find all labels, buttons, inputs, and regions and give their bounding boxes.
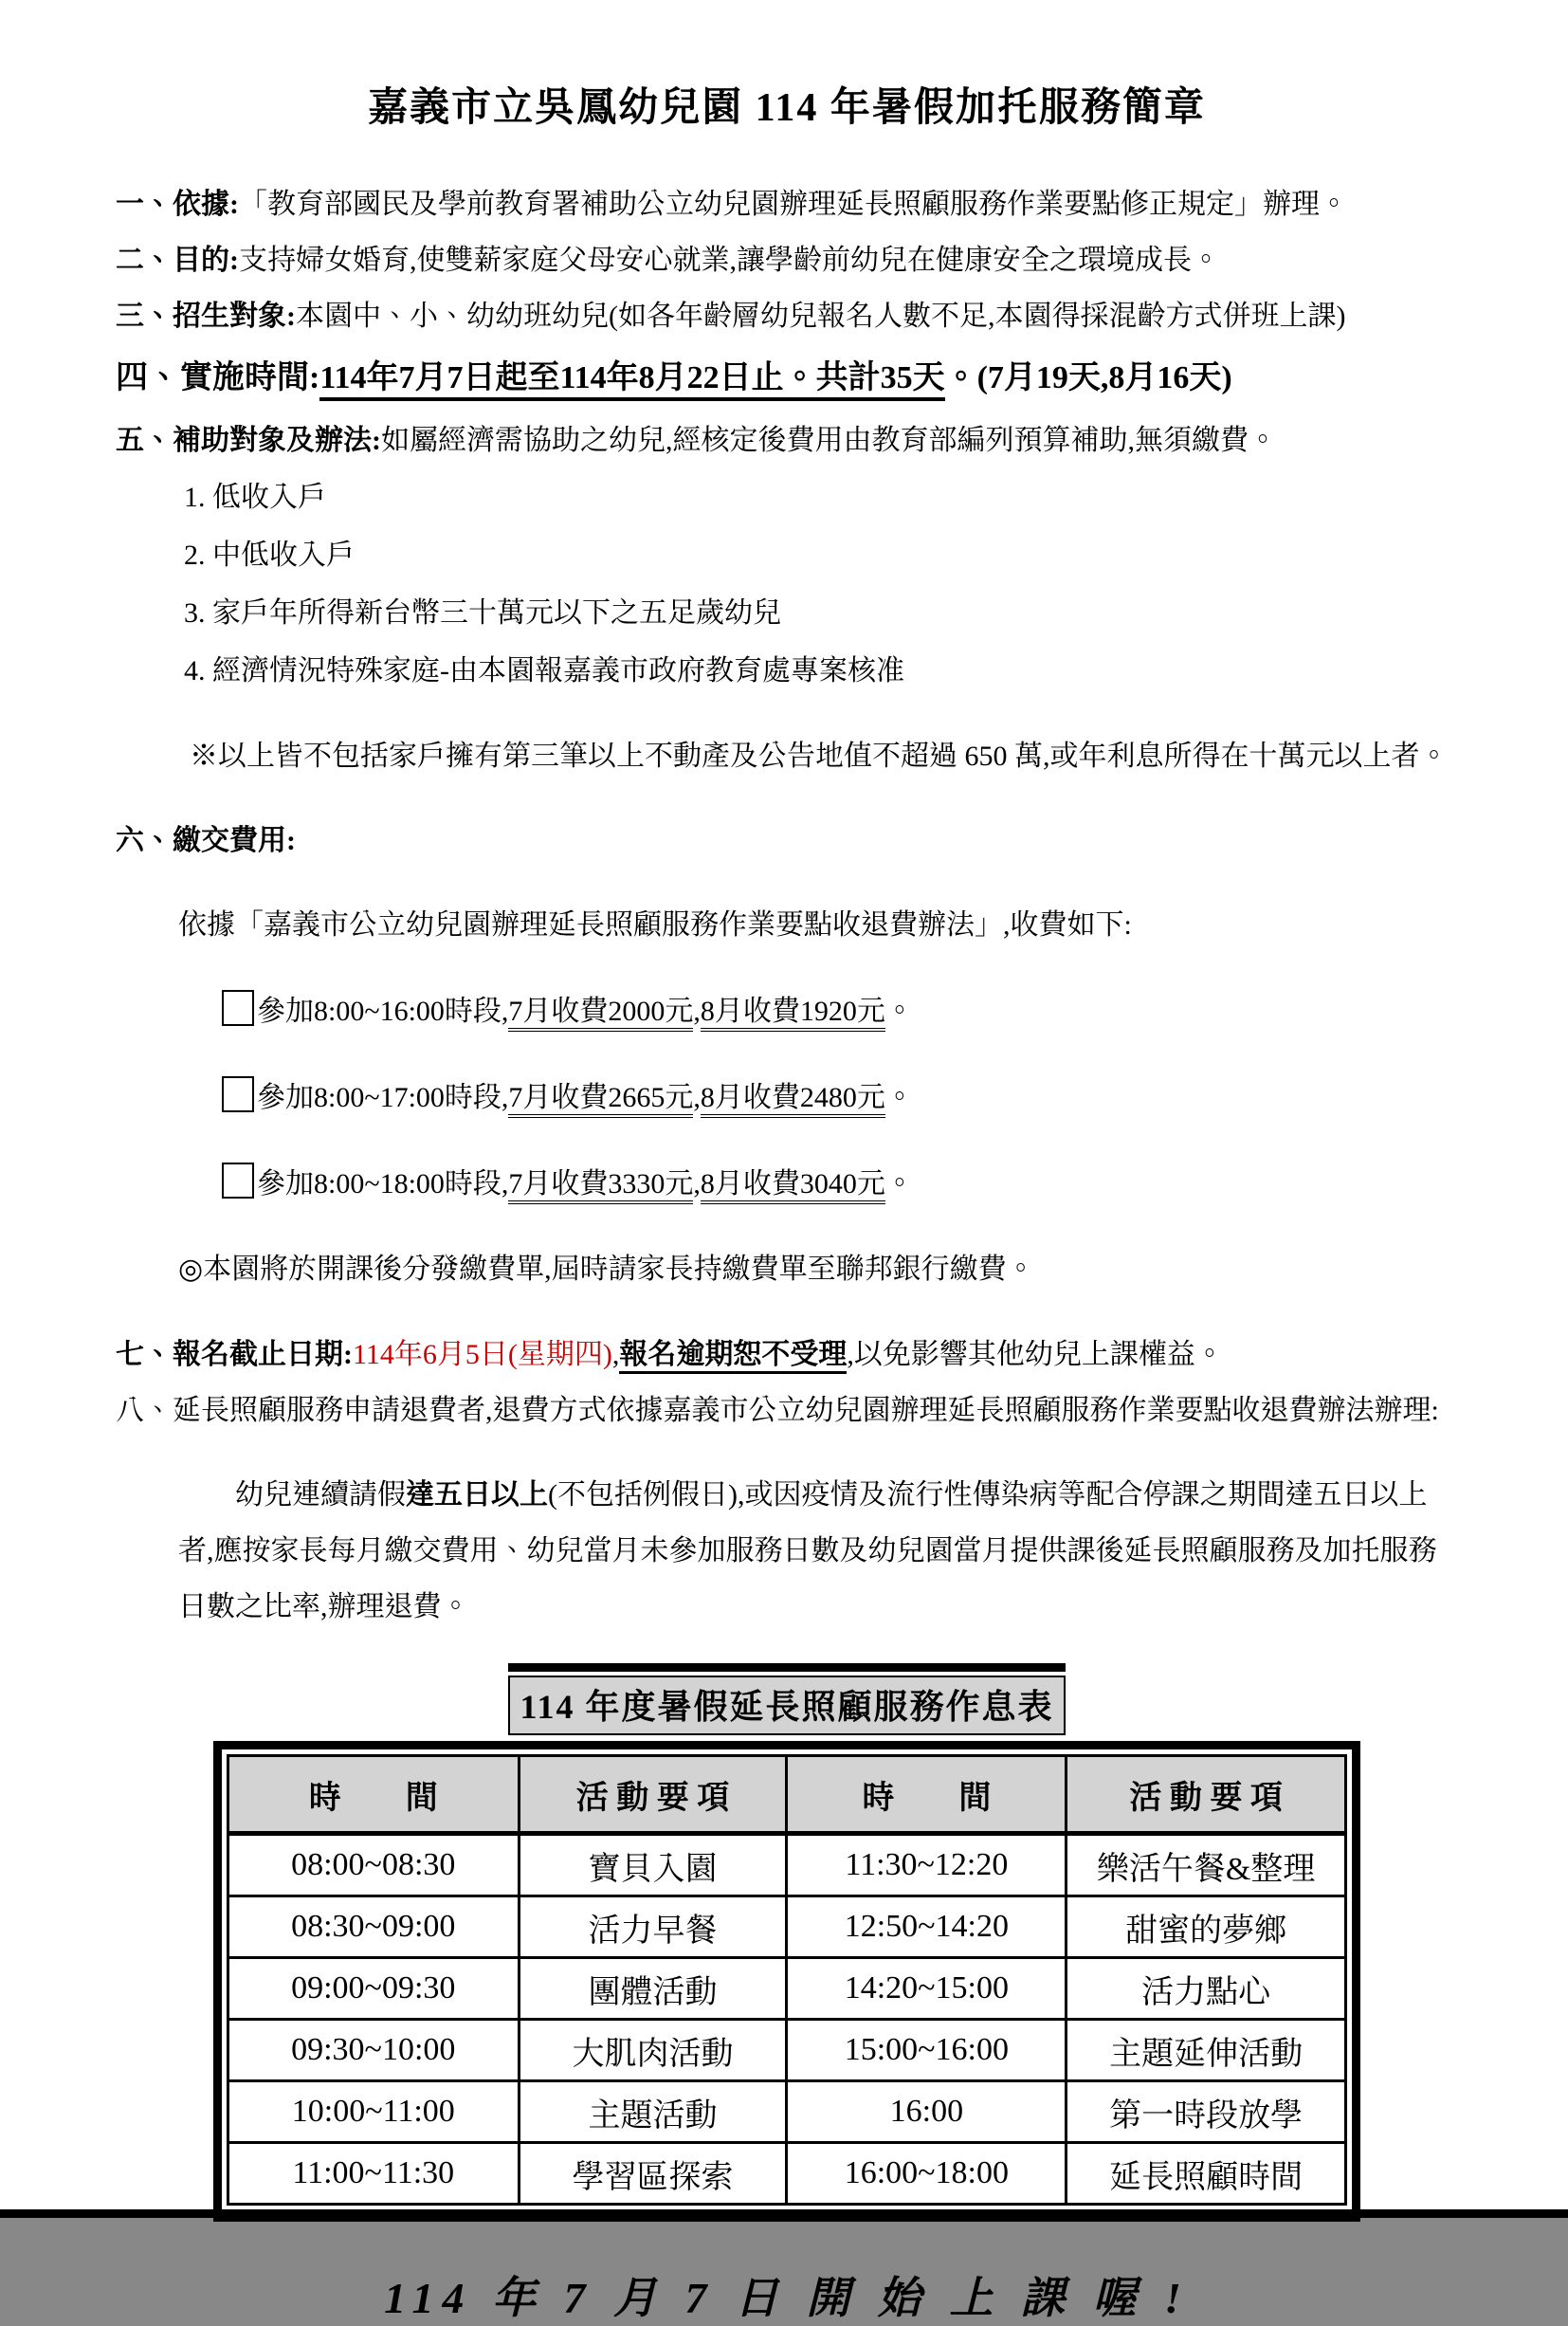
fee-sep: , xyxy=(693,1168,701,1200)
fee-option-2 xyxy=(222,1069,1458,1126)
section-text: 本園中、小、幼幼班幼兒(如各年齡層幼兒報名人數不足,本園得採混齡方式併班上課) xyxy=(296,301,1346,332)
activity-cell: 大肌肉活動 xyxy=(519,2020,787,2081)
section-text: 如屬經濟需協助之幼兒,經核定後費用由教育部編列預算補助,無須繳費。 xyxy=(381,425,1277,456)
time-cell: 09:00~09:30 xyxy=(228,1958,520,2020)
activity-cell: 甜蜜的夢鄉 xyxy=(1067,1896,1346,1958)
activity-cell: 團體活動 xyxy=(519,1958,787,2020)
fee-august: 8月收費1920元 xyxy=(701,996,885,1032)
fee-july: 7月收費2000元 xyxy=(508,996,693,1032)
time-cell: 12:50~14:20 xyxy=(787,1896,1067,1958)
section-period xyxy=(116,344,1458,412)
fee-option-1 xyxy=(222,982,1458,1040)
section-heading: 招生對象: xyxy=(173,301,296,332)
section-refund xyxy=(116,1383,1458,1438)
fee-end: 。 xyxy=(884,1168,914,1200)
time-cell: 16:00~18:00 xyxy=(787,2143,1067,2205)
section-subsidy xyxy=(116,412,1458,468)
schedule-table xyxy=(227,1754,1347,2206)
header-time-1: 時 間 xyxy=(228,1756,520,1834)
refund-rest: (不包括例假日),或因疫情及流行性傳染病等配合停課之期間達五日以上者,應按家長每月繳交費用、幼兒當月未參加服務日數及幼兒園當月提供課後延長照顧服務及加托服務日數之比率,辦理退費。 xyxy=(178,1479,1437,1622)
section-number: 三、 xyxy=(116,301,173,332)
fee-july: 7月收費3330元 xyxy=(508,1168,693,1204)
checkbox-icon xyxy=(222,990,254,1026)
period-dates-underlined: 114年7月7日起至114年8月22日止。共計35天 xyxy=(319,360,944,401)
section-number: 八、 xyxy=(116,1395,173,1426)
schedule-row xyxy=(228,2081,1346,2143)
page-title: 嘉義市立吳鳳幼兒園 114 年暑假加托服務簡章 xyxy=(368,86,1206,130)
deadline-rest: ,以免影響其他幼兒上課權益。 xyxy=(847,1339,1224,1370)
fee-end: 。 xyxy=(884,996,914,1027)
header-time-2: 時 間 xyxy=(787,1756,1067,1834)
deadline-date: 114年6月5日(星期四) xyxy=(353,1339,612,1370)
checkbox-icon xyxy=(222,1163,254,1199)
fee-option-text: 參加8:00~16:00時段, xyxy=(257,996,509,1027)
section-number: 七、 xyxy=(116,1339,173,1370)
section-heading: 補助對象及辦法: xyxy=(173,425,381,456)
section-text: 「教育部國民及學前教育署補助公立幼兒園辦理延長照顧服務作業要點修正規定」辦理。 xyxy=(239,189,1348,220)
subsidy-item-3: 3. 家戶年所得新台幣三十萬元以下之五足歲幼兒 xyxy=(184,597,781,629)
activity-cell: 活力點心 xyxy=(1067,1958,1346,2020)
schedule-row xyxy=(228,1958,1346,2020)
section-number: 六、 xyxy=(116,825,173,856)
subsidy-list xyxy=(184,468,1458,700)
section-number: 二、 xyxy=(116,245,173,276)
activity-cell: 寶貝入園 xyxy=(519,1834,787,1896)
fee-august: 8月收費2480元 xyxy=(701,1082,885,1118)
start-date-slogan: 114 年 7 月 7 日 開 始 上 課 喔 ! xyxy=(384,2274,1190,2322)
time-cell: 14:20~15:00 xyxy=(787,1958,1067,2020)
subsidy-item-1: 1. 低收入戶 xyxy=(184,482,326,513)
time-cell: 09:30~10:00 xyxy=(228,2020,520,2081)
schedule-caption-frame xyxy=(508,1663,1065,1735)
section-basis xyxy=(116,176,1458,232)
activity-cell: 第一時段放學 xyxy=(1067,2081,1346,2143)
subsidy-item-4: 4. 經濟情況特殊家庭-由本園報嘉義市政府教育處專案核准 xyxy=(184,655,904,687)
fee-option-text: 參加8:00~17:00時段, xyxy=(257,1082,509,1113)
deadline-sep: , xyxy=(611,1339,620,1370)
schedule-row xyxy=(228,1834,1346,1896)
time-cell: 11:30~12:20 xyxy=(787,1834,1067,1896)
section-heading: 實施時間: xyxy=(180,360,320,395)
refund-pre: 幼兒連續請假 xyxy=(235,1479,406,1511)
section-heading: 繳交費用: xyxy=(173,825,296,856)
schedule-header-row xyxy=(228,1756,1346,1834)
time-cell: 08:00~08:30 xyxy=(228,1834,520,1896)
fee-basis: 依據「嘉義市公立幼兒園辦理延長照顧服務作業要點收退費辦法」,收費如下: xyxy=(178,909,1132,941)
section-purpose xyxy=(116,232,1458,288)
section-fees xyxy=(116,813,1458,869)
subsidy-note: ※以上皆不包括家戶擁有第三筆以上不動產及公告地值不超過 650 萬,或年利息所得在十萬元以上者。 xyxy=(190,741,1449,772)
section-text: 支持婦女婚育,使雙薪家庭父母安心就業,讓學齡前幼兒在健康安全之環境成長。 xyxy=(239,245,1220,276)
section-heading: 依據: xyxy=(173,189,239,220)
section-heading: 報名截止日期: xyxy=(173,1339,353,1370)
schedule-row xyxy=(228,2020,1346,2081)
activity-cell: 樂活午餐&整理 xyxy=(1067,1834,1346,1896)
section-number: 一、 xyxy=(116,189,173,220)
activity-cell: 學習區探索 xyxy=(519,2143,787,2205)
refund-bold: 達五日以上 xyxy=(406,1479,548,1511)
fee-option-3 xyxy=(222,1155,1458,1213)
activity-cell: 活力早餐 xyxy=(519,1896,787,1958)
time-cell: 15:00~16:00 xyxy=(787,2020,1067,2081)
fee-sep: , xyxy=(693,1082,701,1113)
subsidy-item-2: 2. 中低收入戶 xyxy=(184,540,355,571)
schedule-caption: 114 年度暑假延長照顧服務作息表 xyxy=(508,1676,1065,1735)
fee-option-text: 參加8:00~18:00時段, xyxy=(257,1168,509,1200)
header-activity-1: 活 動 要 項 xyxy=(519,1756,787,1834)
page-bottom-rule xyxy=(0,2209,1568,2218)
time-cell: 08:30~09:00 xyxy=(228,1896,520,1958)
schedule-row xyxy=(228,1896,1346,1958)
time-cell: 11:00~11:30 xyxy=(228,2143,520,2205)
activity-cell: 延長照顧時間 xyxy=(1067,2143,1346,2205)
section-number: 五、 xyxy=(116,425,173,456)
section-number: 四、 xyxy=(116,360,180,395)
period-detail: 。(7月19天,8月16天) xyxy=(944,360,1232,395)
activity-cell: 主題延伸活動 xyxy=(1067,2020,1346,2081)
fee-sep: , xyxy=(693,996,701,1027)
schedule-row xyxy=(228,2143,1346,2205)
section-heading: 目的: xyxy=(173,245,239,276)
fee-august: 8月收費3040元 xyxy=(701,1168,885,1204)
activity-cell: 主題活動 xyxy=(519,2081,787,2143)
section-text: 延長照顧服務申請退費者,退費方式依據嘉義市公立幼兒園辦理延長照顧服務作業要點收退費辦法辦理: xyxy=(173,1395,1439,1426)
payment-note: ◎本園將於開課後分發繳費單,屆時請家長持繳費單至聯邦銀行繳費。 xyxy=(178,1254,1035,1285)
time-cell: 10:00~11:00 xyxy=(228,2081,520,2143)
checkbox-icon xyxy=(222,1076,254,1112)
refund-detail xyxy=(178,1467,1458,1635)
deadline-warning: 報名逾期恕不受理 xyxy=(619,1339,847,1374)
section-deadline xyxy=(116,1327,1458,1383)
fee-july: 7月收費2665元 xyxy=(508,1082,693,1118)
section-eligibility xyxy=(116,288,1458,344)
header-activity-2: 活 動 要 項 xyxy=(1067,1756,1346,1834)
fee-end: 。 xyxy=(884,1082,914,1113)
time-cell: 16:00 xyxy=(787,2081,1067,2143)
schedule-table-frame xyxy=(213,1741,1360,2222)
schedule-section xyxy=(213,1663,1360,2222)
